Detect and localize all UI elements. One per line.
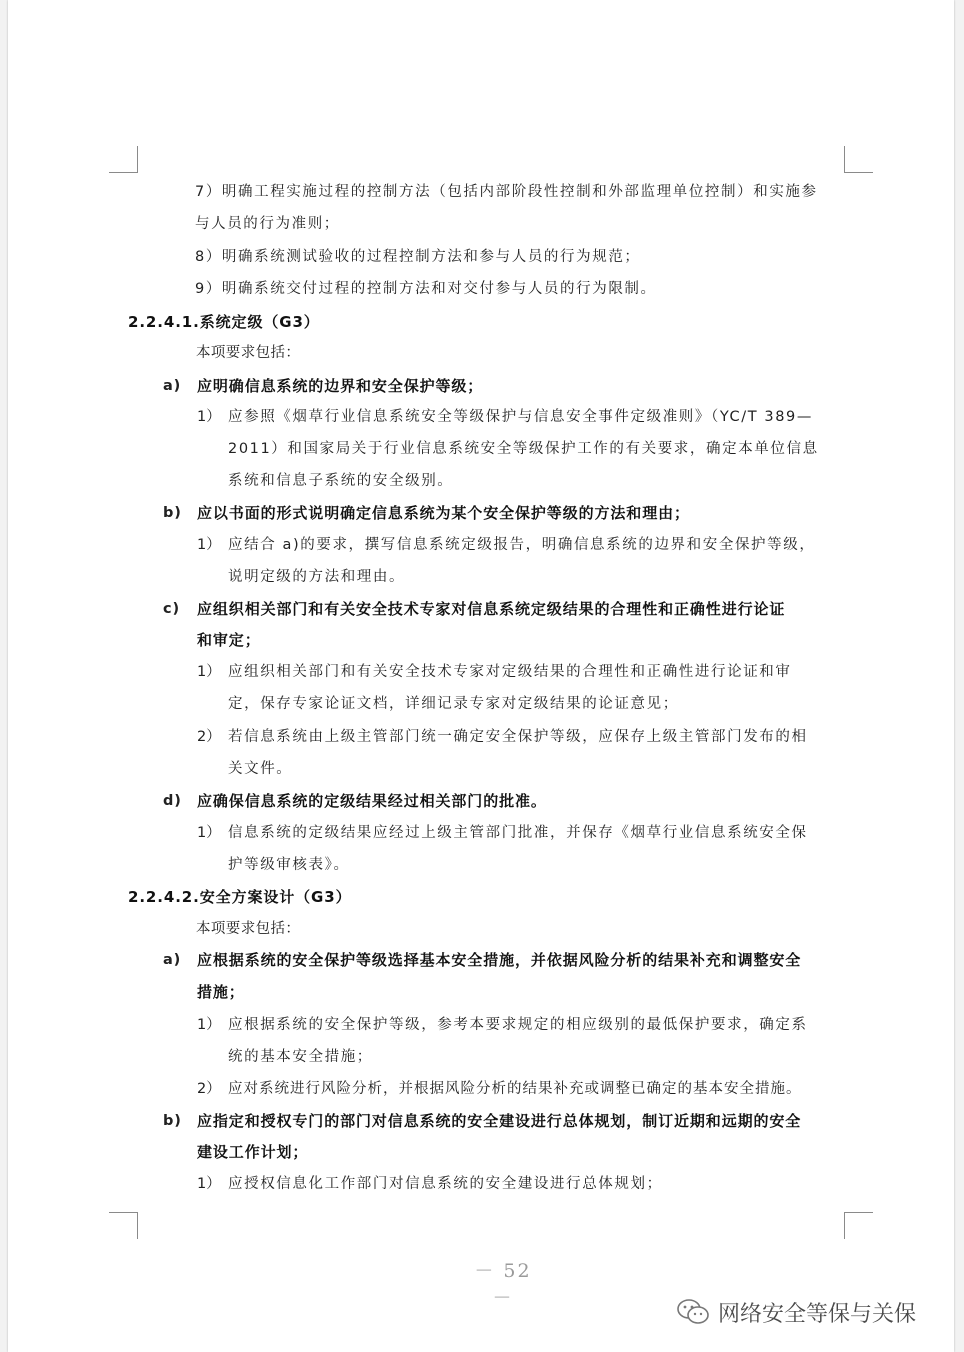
item-text: 应确保信息系统的定级结果经过相关部门的批准。 xyxy=(197,792,547,810)
paragraph-line: 与人员的行为准则； xyxy=(195,216,340,232)
subitem-marker: 1） xyxy=(197,537,221,553)
subitem-text: 统的基本安全措施； xyxy=(228,1049,373,1065)
page-number: － 52 － xyxy=(474,1260,532,1309)
item-text: 和审定； xyxy=(197,631,261,649)
watermark xyxy=(676,1296,916,1328)
subitem-text: 应结合 a)的要求，撰写信息系统定级报告，明确信息系统的边界和安全保护等级， xyxy=(228,537,816,553)
section-intro: 本项要求包括： xyxy=(196,921,301,937)
paragraph-line: 8）明确系统测试验收的过程控制方法和参与人员的行为规范； xyxy=(195,249,641,265)
subitem-text: 系统和信息子系统的安全级别。 xyxy=(228,473,454,489)
subitem-text: 关文件。 xyxy=(228,761,293,777)
item-text: 应指定和授权专门的部门对信息系统的安全建设进行总体规划，制订近期和远期的安全 xyxy=(197,1112,802,1130)
section-title: 安全方案设计（G3） xyxy=(199,888,352,906)
section-heading xyxy=(128,887,352,907)
item-text: 应组织相关部门和有关安全技术专家对信息系统定级结果的合理性和正确性进行论证 xyxy=(197,600,786,618)
paragraph-line: 9）明确系统交付过程的控制方法和对交付参与人员的行为限制。 xyxy=(195,281,657,297)
subitem-text: 说明定级的方法和理由。 xyxy=(228,569,406,585)
section-number: 2.2.4.1. xyxy=(128,313,200,331)
item-marker: a) xyxy=(163,378,182,394)
subitem-text: 应组织相关部门和有关安全技术专家对定级结果的合理性和正确性进行论证和审 xyxy=(228,664,792,680)
subitem-text: 信息系统的定级结果应经过上级主管部门批准，并保存《烟草行业信息系统安全保 xyxy=(228,825,808,841)
item-marker: b) xyxy=(163,505,182,521)
subitem-marker: 1） xyxy=(197,409,221,425)
crop-mark-bottom-right xyxy=(844,1212,873,1239)
subitem-text: 应授权信息化工作部门对信息系统的安全建设进行总体规划； xyxy=(228,1176,663,1192)
subitem-marker: 1） xyxy=(197,1017,221,1033)
subitem-text: 若信息系统由上级主管部门统一确定安全保护等级，应保存上级主管部门发布的相 xyxy=(228,729,808,745)
item-text: 应根据系统的安全保护等级选择基本安全措施，并依据风险分析的结果补充和调整安全 xyxy=(197,951,802,969)
subitem-marker: 1） xyxy=(197,825,221,841)
subitem-text: 应根据系统的安全保护等级，参考本要求规定的相应级别的最低保护要求，确定系 xyxy=(228,1017,808,1033)
section-title: 系统定级（G3） xyxy=(199,313,320,331)
item-marker: c) xyxy=(163,601,181,617)
section-heading xyxy=(128,312,320,332)
item-text: 建设工作计划； xyxy=(197,1143,309,1161)
item-marker: b) xyxy=(163,1113,182,1129)
item-marker: d) xyxy=(163,793,182,809)
crop-mark-top-left xyxy=(109,146,138,173)
subitem-text: 2011）和国家局关于行业信息系统安全等级保护工作的有关要求，确定本单位信息 xyxy=(228,441,819,457)
crop-mark-bottom-left xyxy=(109,1212,138,1239)
item-marker: a) xyxy=(163,952,182,968)
subitem-text: 护等级审核表》。 xyxy=(228,857,350,873)
section-number: 2.2.4.2. xyxy=(128,888,200,906)
subitem-marker: 2） xyxy=(197,729,221,745)
subitem-text: 定，保存专家论证文档，详细记录专家对定级结果的论证意见； xyxy=(228,696,679,712)
subitem-marker: 2） xyxy=(197,1081,221,1097)
paragraph-line: 7）明确工程实施过程的控制方法（包括内部阶段性控制和外部监理单位控制）和实施参 xyxy=(195,184,818,200)
crop-mark-top-right xyxy=(844,146,873,173)
item-text: 应以书面的形式说明确定信息系统为某个安全保护等级的方法和理由； xyxy=(197,504,690,522)
subitem-marker: 1） xyxy=(197,1176,221,1192)
subitem-text: 应对系统进行风险分析，并根据风险分析的结果补充或调整已确定的基本安全措施。 xyxy=(228,1081,802,1097)
subitem-text: 应参照《烟草行业信息系统安全等级保护与信息安全事件定级准则》（YC/T 389— xyxy=(228,409,813,425)
section-intro: 本项要求包括： xyxy=(196,345,301,361)
subitem-marker: 1） xyxy=(197,664,221,680)
item-text: 应明确信息系统的边界和安全保护等级； xyxy=(197,377,484,395)
watermark-text: 网络安全等保与关保 xyxy=(718,1301,917,1327)
item-text: 措施； xyxy=(197,983,245,1001)
wechat-icon xyxy=(676,1298,710,1326)
